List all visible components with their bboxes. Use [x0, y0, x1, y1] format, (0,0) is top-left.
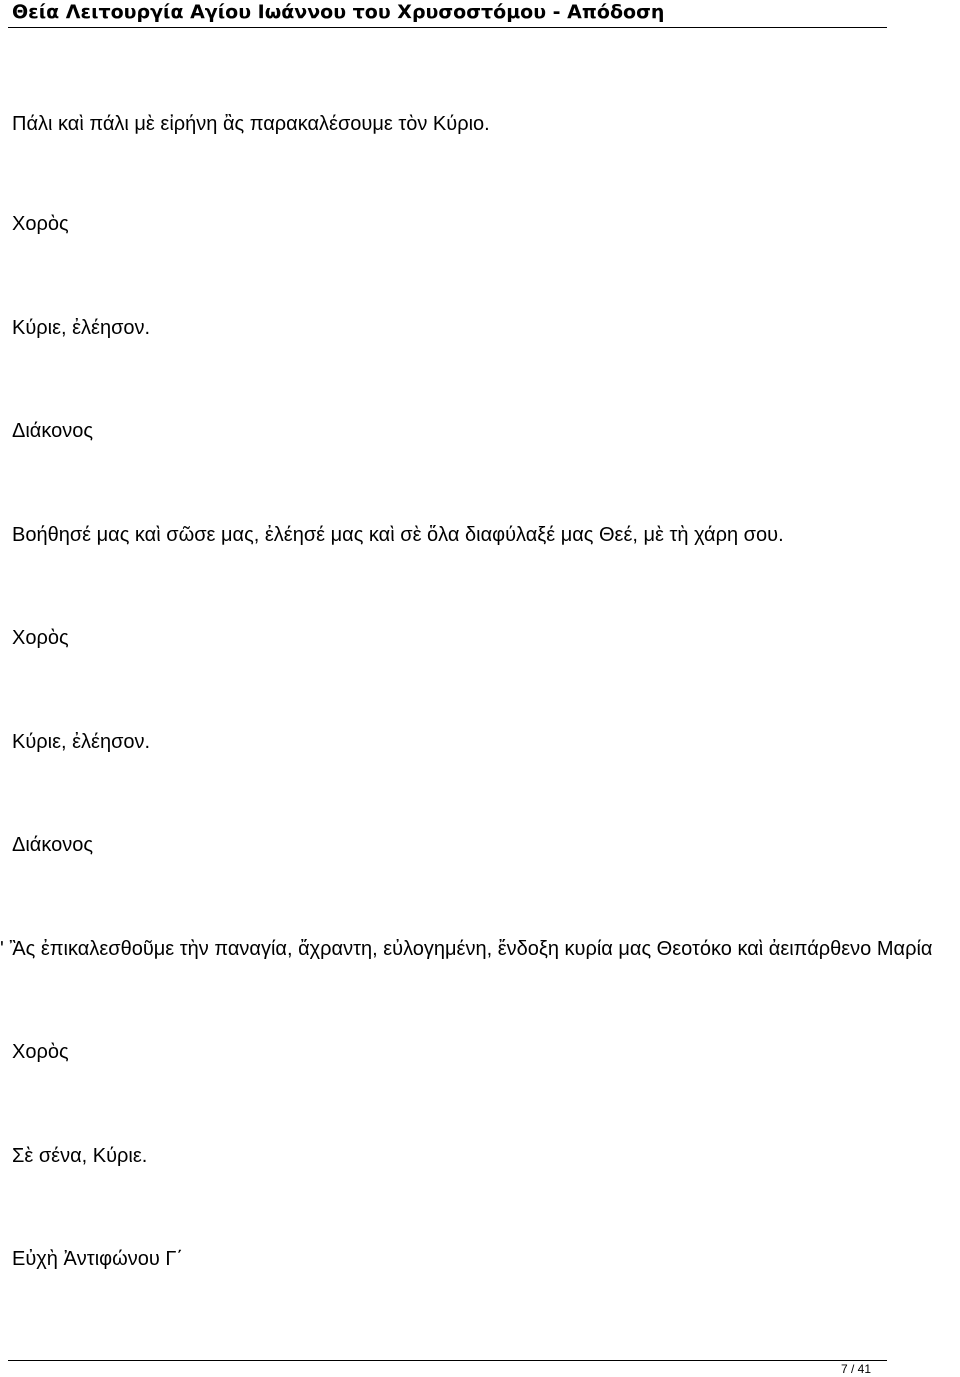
text-line-response: Σὲ σένα, Κύριε.: [12, 1145, 148, 1167]
document-title: Θεία Λειτουργία Αγίου Ιωάννου του Χρυσοστόμου - Απόδοση: [12, 1, 665, 23]
footer-divider: [8, 1360, 887, 1361]
text-line-deacon-label: Διάκονος: [12, 420, 94, 442]
text-line-petition: Βοήθησέ μας καὶ σῶσε μας, ἐλέησέ μας καὶ σὲ ὅλα διαφύλαξέ μας Θεέ, μὲ τὴ χάρη σου.: [12, 524, 784, 546]
text-line-choir-label: Χορὸς: [12, 1041, 69, 1063]
header-divider: [8, 27, 887, 28]
text-line-choir-label: Χορὸς: [12, 213, 69, 235]
text-line-petition: Πάλι καὶ πάλι μὲ εἰρήνη ἂς παρακαλέσουμε τὸν Κύριο.: [12, 113, 490, 135]
page-number: 7 / 41: [840, 1362, 871, 1376]
text-line-response: Κύριε, ἐλέησον.: [12, 317, 151, 339]
text-line-response: Κύριε, ἐλέησον.: [12, 731, 151, 753]
text-line-deacon-label: Διάκονος: [12, 834, 94, 856]
text-line-choir-label: Χορὸς: [12, 627, 69, 649]
text-line-petition-theotokos: ʹ Ἂς ἐπικαλεσθοῦμε τὴν παναγία, ἄχραντη, εὐλογημένη, ἔνδοξη κυρία μας Θεοτόκο καὶ ἀειπάρθενο Μαρία: [0, 938, 933, 960]
text-line-prayer-heading: Εὐχὴ Ἀντιφώνου Γ΄: [12, 1248, 184, 1270]
